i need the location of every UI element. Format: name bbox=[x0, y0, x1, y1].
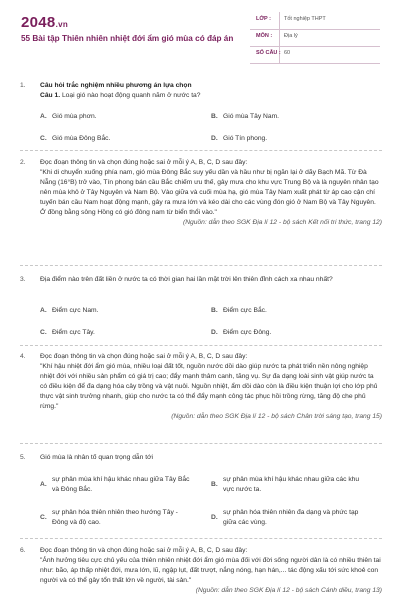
info-value: Địa lý bbox=[284, 33, 298, 39]
info-row-count bbox=[250, 46, 380, 64]
passage-source: (Nguồn: dẫn theo SGK Địa lí 12 - bộ sách Cánh diều, trang 13) bbox=[195, 587, 382, 594]
page-title: 55 Bài tập Thiên nhiên nhiệt đới ẩm gió mùa có đáp án bbox=[21, 34, 234, 43]
site-logo[interactable]: 2048.vn bbox=[21, 14, 69, 31]
question-divider bbox=[20, 538, 382, 540]
question-text: Loại gió nào hoạt động quanh năm ở nước ta? bbox=[61, 92, 201, 99]
question-intro: Đọc đoạn thông tin và chọn đúng hoặc sai ở mỗi ý A, B, C, D sau đây: bbox=[40, 353, 248, 360]
question-1: 1. Câu hỏi trắc nghiệm nhiều phương án lựa chọn Câu 1. Loại gió nào hoạt động quanh năm ở nước ta? A. Gió mùa phơn. B. Gió mùa Tây Nam. C. Gió mùa Đông Bắc. D. Gió Tín phong. bbox=[20, 81, 382, 151]
question-6 bbox=[20, 546, 382, 600]
question-number: 1. bbox=[20, 82, 26, 89]
question-divider bbox=[20, 150, 382, 152]
question-divider bbox=[20, 345, 382, 347]
info-value: Tốt nghiệp THPT bbox=[284, 16, 326, 22]
section-heading: Câu hỏi trắc nghiệm nhiều phương án lựa chọn bbox=[40, 82, 192, 89]
question-3: 3. Địa điểm nào trên đất liền ở nước ta có thời gian hai lần mặt trời lên thiên đỉnh cách xa nhau nhất? A. Điểm cực Nam. B. Điểm cực Bắc. C. Điểm cực Tây. D. Điểm cực Đông. bbox=[20, 275, 382, 345]
question-4 bbox=[20, 352, 382, 440]
question-text: Địa điểm nào trên đất liền ở nước ta có thời gian hai lần mặt trời lên thiên đỉnh cách xa nhau nhất? bbox=[40, 276, 333, 283]
info-key: LỚP : bbox=[256, 16, 271, 22]
question-number: 6. bbox=[20, 547, 26, 554]
question-intro: Đọc đoạn thông tin và chọn đúng hoặc sai ở mỗi ý A, B, C, D sau đây: bbox=[40, 547, 248, 554]
page-header bbox=[0, 0, 400, 64]
info-key: MÔN : bbox=[256, 33, 273, 39]
question-number: 2. bbox=[20, 159, 26, 166]
passage-source: (Nguồn: dẫn theo SGK Địa lí 12 - bộ sách Kết nối tri thức, trang 12) bbox=[182, 219, 382, 226]
question-number: 5. bbox=[20, 454, 26, 461]
question-2 bbox=[20, 158, 382, 262]
question-divider bbox=[20, 443, 382, 445]
info-key: SỐ CÂU : bbox=[256, 50, 281, 56]
info-row-subject bbox=[250, 29, 380, 47]
question-passage: "Ảnh hưởng tiêu cực chủ yếu của thiên nhiên nhiệt đới ẩm gió mùa đối với đời sống người dân là có nhiều thiên tai như: bão, áp thấp nhiệt đới, mưa lớn, lũ, ngập lụt, đất trượt, nắng nóng, hạn hán,... tác động xấu tới sức khoẻ con người và có thể gây tổn thất lớn về người, tài sản." bbox=[40, 557, 381, 584]
question-passage: "Khi di chuyển xuống phía nam, gió mùa Đông Bắc suy yếu dần và hầu như bị ngăn lại ở dãy Bạch Mã. Từ Đà Nẵng (16°B) trở vào, Tín phong bán cầu Bắc chiếm ưu thế, gây mưa cho khu vực Trung Bộ và là nguyên nhân tạo nên mùa khô ở Tây Nguyên và Nam Bộ. Vào giữa và cuối mùa hạ, gió mùa Tây Nam xuất phát từ áp cao cận chí tuyến bán cầu Nam hoạt động mạnh, gây ra mưa lớn và kéo dài cho các vùng đón gió ở Nam Bộ và Tây Nguyên. Ở đồng bằng sông Hồng có gió đông nam từ biển thổi vào." bbox=[40, 169, 379, 216]
question-number: 4. bbox=[20, 353, 26, 360]
question-passage: "Khí hậu nhiệt đới ẩm gió mùa, nhiều loại đất tốt, nguồn nước dồi dào giúp nước ta phát triển nền nông nghiệp nhiệt đới với nhiều sản phẩm có giá trị cao; đẩy mạnh thâm canh, tăng vụ. Sự đa dạng loài sinh vật giúp nước ta có điều kiện để đa dạng hóa cây trồng và vật nuôi. Nguồn nhiệt, ẩm dồi dào còn là điều kiện thuận lợi cho lớp phủ thực vật sinh trưởng nhanh, giúp cho nước ta có thể đẩy mạnh công tác phục hồi trồng rừng, tăng độ che phủ rừng." bbox=[40, 363, 378, 410]
question-label: Câu 1. bbox=[40, 92, 61, 99]
question-number: 3. bbox=[20, 276, 26, 283]
info-row-class bbox=[250, 12, 380, 30]
question-divider bbox=[20, 265, 382, 267]
info-value: 60 bbox=[284, 50, 291, 56]
question-5: 5. Gió mùa là nhân tố quan trọng dẫn tới A. sự phân mùa khí hậu khác nhau giữa Tây Bắc và Đông Bắc. B. sự phân mùa khí hậu khác nhau giữa các khu vực nước ta. C. sự phân hóa thiên nhiên theo hướng Tây - Đông và độ cao. D. sự phân hóa thiên nhiên đa dạng và phức tạp giữa các vùng. bbox=[20, 453, 382, 537]
question-text: Gió mùa là nhân tố quan trọng dẫn tới bbox=[40, 454, 153, 461]
question-intro: Đọc đoạn thông tin và chọn đúng hoặc sai ở mỗi ý A, B, C, D sau đây: bbox=[40, 159, 248, 166]
passage-source: (Nguồn: dẫn theo SGK Địa lí 12 - bộ sách Chân trời sáng tạo, trang 15) bbox=[171, 413, 382, 420]
